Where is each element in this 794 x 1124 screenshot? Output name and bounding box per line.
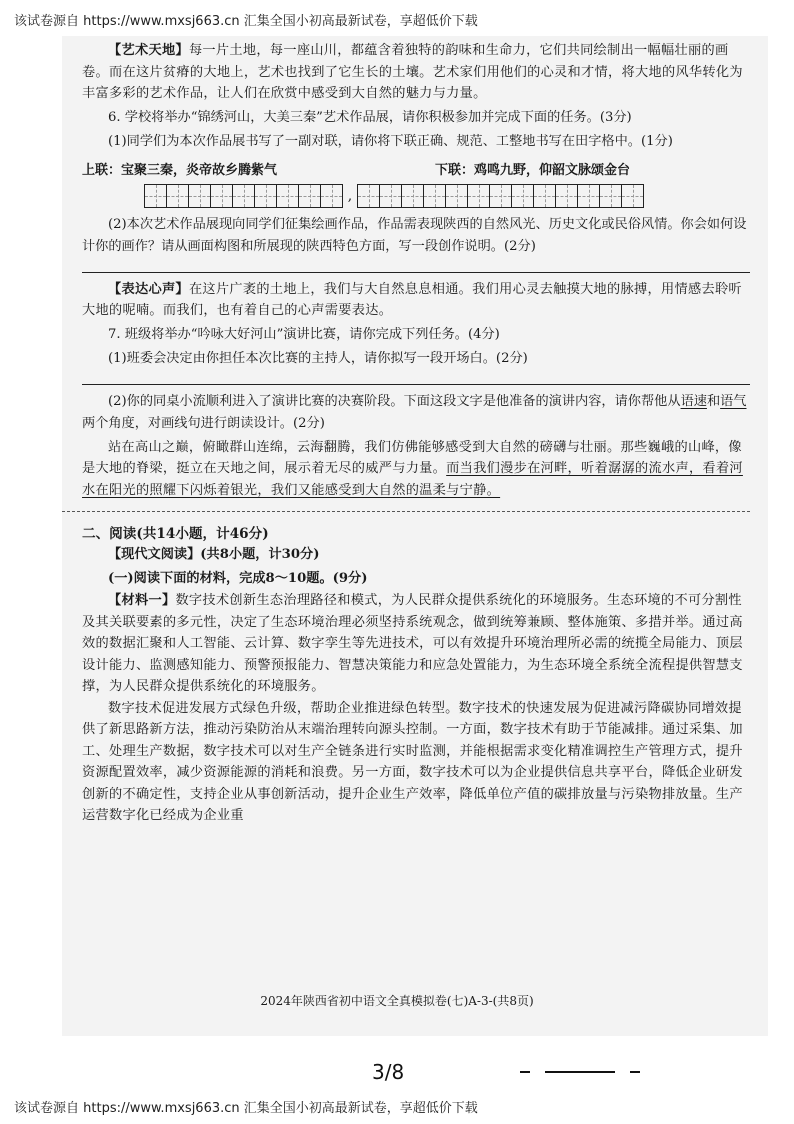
page-footer: 2024年陕西省初中语文全真模拟卷(七)A-3-(共8页)	[260, 994, 534, 1008]
footer-dash-mid	[545, 1071, 615, 1073]
footer-dash-right	[630, 1071, 640, 1073]
material1-para2: 数字技术促进发展方式绿色升级，帮助企业推进绿色转型。数字技术的快速发展为促进减污降碳协同增效提供了新思路新方法，推动污染防治从末端治理转向源头控制。一方面，数字技术有助于节能减排。通过采集、加工、处理生产数据，数字技术可以对生产全链条进行实时监测，并能根据需求变化精准调控生产管理方式，提升资源配置效率，减少资源能源的消耗和浪费。另一方面，数字技术可以为企业提供信息共享平台，降低企业研发创新的不确定性，支持企业从事创新活动，提升企业生产效率，降低单位产值的碳排放量与污染物排放量。生产运营数字化已经成为企业重	[82, 700, 743, 823]
modern-reading-title: 【现代文阅读】(共8小题，计30分)	[108, 547, 320, 562]
express-paragraph	[82, 279, 750, 322]
tianzige-grid[interactable]	[144, 184, 750, 208]
speech-plain: 站在高山之巅，俯瞰群山连绵，云海翻腾，我们仿佛能够感受到大自然的磅礴与壮丽。那些巍峨的山峰，像是大地的脊梁，挺立在天地之间，展示着无尽的威严与力量。	[82, 439, 742, 476]
q7-sub2-tone: 语气	[720, 393, 747, 409]
speech-text	[82, 437, 750, 502]
part1-title: (一)阅读下面的材料，完成8～10题。(9分)	[108, 571, 368, 586]
source-banner-top: 该试卷源自 https://www.mxsj663.cn 汇集全国小初高最新试卷，享超低价下载	[14, 14, 478, 29]
answer-line-q6[interactable]	[82, 272, 750, 273]
q7-sub1: (1)班委会决定由你担任本次比赛的主持人，请你拟写一段开场白。(2分)	[108, 350, 528, 366]
couplet-labels	[82, 159, 750, 178]
q6-sub2: (2)本次艺术作品展现向同学们征集绘画作品，作品需表现陕西的自然风光、历史文化或民俗风情。你会如何设计你的画作？请从画面构图和所展现的陕西特色方面，写一段创作说明。(2分)	[82, 216, 747, 254]
material1-tag: 【材料一】	[108, 593, 176, 608]
reading-section-title: 二、阅读(共14小题，计46分)	[82, 526, 269, 542]
lower-couplet: 下联：鸡鸣九野，仰韶文脉颂金台	[434, 162, 630, 178]
material1-text1: 数字技术创新生态治理路径和模式，为人民群众提供系统化的环境服务。生态环境的不可分割性及其关联要素的多元性，决定了生态环境治理必须坚持系统观念，做到统筹兼顾、整体施策、多措并举。通过高效的数据汇聚和人工智能、云计算、数字孪生等先进技术，可以有效提升环境治理所必需的统揽全局能力、顶层设计能力、监测感知能力、预警预报能力、智慧决策能力和应急处置能力，为生态环境全系统全流程提供智慧支撑，为人民群众提供系统化的环境服务。	[82, 593, 743, 694]
page-number: 3/8	[372, 1060, 405, 1084]
upper-couplet: 上联：宝聚三秦，炎帝故乡腾紫气	[82, 162, 278, 178]
source-banner-bottom: 该试卷源自 https://www.mxsj663.cn 汇集全国小初高最新试卷，享超低价下载	[14, 1101, 478, 1116]
q7-sub2-speed: 语速	[680, 393, 707, 409]
q7-sub2-post: 两个角度，对画线句进行朗读设计。(2分)	[82, 415, 325, 431]
footer-dash-left	[520, 1071, 530, 1073]
q6-title: 6. 学校将举办“锦绣河山，大美三秦”艺术作品展，请你积极参加并完成下面的任务。(3分)	[108, 109, 632, 125]
q7-title: 7. 班级将举办“吟咏大好河山”演讲比赛，请你完成下列任务。(4分)	[108, 326, 500, 342]
material1-para1	[82, 590, 750, 698]
q7-sub2-pre: (2)你的同桌小流顺利进入了演讲比赛的决赛阶段。下面这段文字是他准备的演讲内容，请你帮他从	[108, 393, 681, 409]
tianzige-right[interactable]	[357, 184, 644, 208]
q6-sub1: (1)同学们为本次作品展书写了一副对联，请你将下联正确、规范、工整地书写在田字格中。(1分)	[108, 133, 673, 149]
q7-sub2	[82, 391, 750, 435]
exam-content	[82, 40, 750, 827]
art-text: 每一片土地，每一座山川，都蕴含着独特的韵味和生命力，它们共同绘制出一幅幅壮丽的画卷。而在这片贫瘠的大地上，艺术也找到了它生长的土壤。艺术家们用他们的心灵和才情，将大地的风华转化为丰富多彩的艺术作品，让人们在欣赏中感受到大自然的魅力与力量。	[82, 43, 743, 101]
art-tag: 【艺术天地】	[108, 43, 189, 58]
express-tag: 【表达心声】	[108, 281, 189, 297]
answer-line-q7[interactable]	[82, 384, 750, 385]
q7-sub2-and: 和	[706, 393, 721, 409]
tianzige-left[interactable]	[144, 184, 343, 208]
grid-separator: ,	[347, 187, 353, 204]
art-paragraph	[82, 40, 750, 105]
speech-underlined: 而当我们漫步在河畔，听着潺潺的流水声，看着河水在阳光的照耀下闪烁着银光，我们又能感受到大自然的温柔与宁静。	[82, 461, 743, 498]
express-text: 在这片广袤的土地上，我们与大自然息息相通。我们用心灵去触摸大地的脉搏，用情感去聆听大地的呢喃。而我们，也有着自己的心声需要表达。	[82, 281, 742, 318]
section-divider	[62, 511, 750, 512]
